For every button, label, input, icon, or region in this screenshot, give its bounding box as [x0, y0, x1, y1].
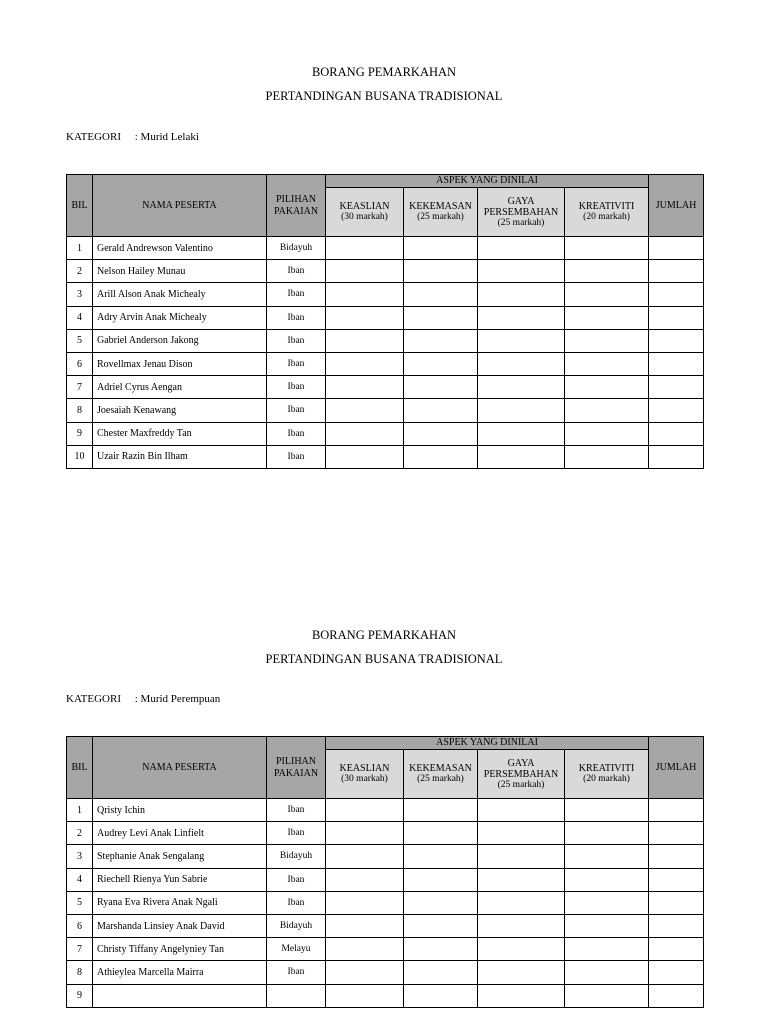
row-pilihan-pakaian: Bidayuh	[267, 845, 326, 868]
score-gaya-cell[interactable]	[478, 306, 565, 329]
row-pilihan-pakaian: Iban	[267, 306, 326, 329]
score-kekemasan-cell[interactable]	[404, 422, 478, 445]
row-pilihan-pakaian: Iban	[267, 283, 326, 306]
score-gaya-cell[interactable]	[478, 283, 565, 306]
score-kekemasan-cell[interactable]	[404, 306, 478, 329]
header-bil: BIL	[67, 175, 93, 237]
score-kekemasan-cell[interactable]	[404, 938, 478, 961]
row-bil: 4	[67, 868, 93, 891]
score-keaslian-cell[interactable]	[326, 306, 404, 329]
form-title: BORANG PEMARKAHAN	[311, 628, 457, 642]
score-kekemasan-cell[interactable]	[404, 914, 478, 937]
score-kreativiti-cell[interactable]	[565, 445, 649, 468]
score-kekemasan-cell[interactable]	[404, 376, 478, 399]
score-keaslian-cell[interactable]	[326, 822, 404, 845]
header-jumlah: JUMLAH	[649, 737, 704, 799]
row-bil: 8	[67, 961, 93, 984]
table-row	[67, 376, 704, 399]
score-gaya-cell[interactable]	[478, 868, 565, 891]
header-gaya: GAYA PERSEMBAHAN (25 markah)	[478, 750, 565, 799]
score-jumlah-cell[interactable]	[649, 376, 704, 399]
score-kreativiti-cell[interactable]	[565, 822, 649, 845]
score-kreativiti-cell[interactable]	[565, 799, 649, 822]
row-pilihan-pakaian: Iban	[267, 399, 326, 422]
row-bil: 1	[67, 799, 93, 822]
score-jumlah-cell[interactable]	[649, 306, 704, 329]
score-jumlah-cell[interactable]	[649, 445, 704, 468]
kategori-line	[66, 131, 199, 143]
score-jumlah-cell[interactable]	[649, 822, 704, 845]
table-row	[67, 914, 704, 937]
score-jumlah-cell[interactable]	[649, 845, 704, 868]
table-row	[67, 399, 704, 422]
score-kekemasan-cell[interactable]	[404, 445, 478, 468]
kategori-line	[66, 693, 220, 705]
row-pilihan-pakaian: Iban	[267, 329, 326, 352]
kekemasan-marks: (25 markah)	[417, 774, 464, 784]
score-keaslian-cell[interactable]	[326, 260, 404, 283]
score-table	[66, 736, 704, 1008]
kategori-label: KATEGORI	[66, 131, 121, 143]
row-pilihan-pakaian: Iban	[267, 260, 326, 283]
score-kreativiti-cell[interactable]	[565, 984, 649, 1007]
score-jumlah-cell[interactable]	[649, 329, 704, 352]
row-bil: 7	[67, 938, 93, 961]
score-keaslian-cell[interactable]	[326, 938, 404, 961]
table-row	[67, 306, 704, 329]
score-gaya-cell[interactable]	[478, 376, 565, 399]
kategori-label: KATEGORI	[66, 693, 121, 705]
header-kekemasan: KEKEMASAN (25 markah)	[404, 188, 478, 237]
row-nama-peserta: Gerald Andrewson Valentino	[93, 237, 267, 260]
row-bil: 6	[67, 352, 93, 375]
row-nama-peserta: Audrey Levi Anak Linfielt	[93, 822, 267, 845]
header-aspek: ASPEK YANG DINILAI	[326, 175, 649, 188]
table-row	[67, 445, 704, 468]
score-gaya-cell[interactable]	[478, 399, 565, 422]
score-kekemasan-cell[interactable]	[404, 352, 478, 375]
header-pakaian: PILIHAN PAKAIAN	[267, 737, 326, 799]
score-keaslian-cell[interactable]	[326, 914, 404, 937]
score-kekemasan-cell[interactable]	[404, 237, 478, 260]
gaya-marks: (25 markah)	[497, 779, 545, 790]
score-kreativiti-cell[interactable]	[565, 914, 649, 937]
form-subtitle: PERTANDINGAN BUSANA TRADISIONAL	[265, 652, 503, 666]
score-jumlah-cell[interactable]	[649, 914, 704, 937]
score-kreativiti-cell[interactable]	[565, 237, 649, 260]
row-bil: 5	[67, 329, 93, 352]
row-bil: 1	[67, 237, 93, 260]
row-bil: 2	[67, 822, 93, 845]
score-kreativiti-cell[interactable]	[565, 283, 649, 306]
score-keaslian-cell[interactable]	[326, 984, 404, 1007]
row-bil: 5	[67, 891, 93, 914]
row-nama-peserta: Athieylea Marcella Mairra	[93, 961, 267, 984]
score-jumlah-cell[interactable]	[649, 891, 704, 914]
table-row	[67, 329, 704, 352]
table-row	[67, 422, 704, 445]
table-row	[67, 938, 704, 961]
header-nama: NAMA PESERTA	[93, 175, 267, 237]
form-title: BORANG PEMARKAHAN	[311, 65, 457, 79]
score-gaya-cell[interactable]	[478, 329, 565, 352]
row-nama-peserta: Nelson Hailey Munau	[93, 260, 267, 283]
kreativiti-marks: (20 markah)	[583, 212, 630, 222]
score-keaslian-cell[interactable]	[326, 237, 404, 260]
score-kreativiti-cell[interactable]	[565, 961, 649, 984]
table-row	[67, 799, 704, 822]
score-gaya-cell[interactable]	[478, 845, 565, 868]
score-gaya-cell[interactable]	[478, 891, 565, 914]
row-nama-peserta: Stephanie Anak Sengalang	[93, 845, 267, 868]
row-pilihan-pakaian: Melayu	[267, 938, 326, 961]
score-kekemasan-cell[interactable]	[404, 399, 478, 422]
header-kekemasan: KEKEMASAN (25 markah)	[404, 750, 478, 799]
header-jumlah: JUMLAH	[649, 175, 704, 237]
row-pilihan-pakaian: Iban	[267, 868, 326, 891]
table-row	[67, 961, 704, 984]
row-pilihan-pakaian	[267, 984, 326, 1007]
table-row	[67, 984, 704, 1007]
score-kreativiti-cell[interactable]	[565, 868, 649, 891]
table-row	[67, 845, 704, 868]
row-pilihan-pakaian: Iban	[267, 961, 326, 984]
header-gaya: GAYA PERSEMBAHAN (25 markah)	[478, 188, 565, 237]
score-keaslian-cell[interactable]	[326, 445, 404, 468]
kekemasan-marks: (25 markah)	[417, 212, 464, 222]
score-gaya-cell[interactable]	[478, 352, 565, 375]
score-gaya-cell[interactable]	[478, 984, 565, 1007]
row-nama-peserta: Uzair Razin Bin Ilham	[93, 445, 267, 468]
score-jumlah-cell[interactable]	[649, 422, 704, 445]
score-kekemasan-cell[interactable]	[404, 891, 478, 914]
score-kekemasan-cell[interactable]	[404, 260, 478, 283]
row-pilihan-pakaian: Iban	[267, 376, 326, 399]
score-kekemasan-cell[interactable]	[404, 961, 478, 984]
row-nama-peserta: Ryana Eva Rivera Anak Ngali	[93, 891, 267, 914]
row-bil: 9	[67, 984, 93, 1007]
row-nama-peserta: Chester Maxfreddy Tan	[93, 422, 267, 445]
score-table	[66, 174, 704, 469]
header-pakaian: PILIHAN PAKAIAN	[267, 175, 326, 237]
table-row	[67, 352, 704, 375]
score-jumlah-cell[interactable]	[649, 260, 704, 283]
table-row	[67, 283, 704, 306]
score-jumlah-cell[interactable]	[649, 283, 704, 306]
score-keaslian-cell[interactable]	[326, 376, 404, 399]
score-keaslian-cell[interactable]	[326, 799, 404, 822]
row-nama-peserta: Christy Tiffany Angelyniey Tan	[93, 938, 267, 961]
score-gaya-cell[interactable]	[478, 822, 565, 845]
score-gaya-cell[interactable]	[478, 445, 565, 468]
score-kreativiti-cell[interactable]	[565, 891, 649, 914]
header-nama: NAMA PESERTA	[93, 737, 267, 799]
row-nama-peserta: Marshanda Linsiey Anak David	[93, 914, 267, 937]
score-kreativiti-cell[interactable]	[565, 938, 649, 961]
header-keaslian: KEASLIAN (30 markah)	[326, 188, 404, 237]
row-pilihan-pakaian: Iban	[267, 822, 326, 845]
row-bil: 6	[67, 914, 93, 937]
gaya-marks: (25 markah)	[497, 217, 545, 228]
score-keaslian-cell[interactable]	[326, 329, 404, 352]
row-nama-peserta: Joesaiah Kenawang	[93, 399, 267, 422]
keaslian-marks: (30 markah)	[341, 774, 388, 784]
row-bil: 9	[67, 422, 93, 445]
kategori-value: : Murid Lelaki	[134, 131, 199, 143]
header-kreativiti: KREATIVITI (20 markah)	[565, 188, 649, 237]
score-gaya-cell[interactable]	[478, 938, 565, 961]
score-kekemasan-cell[interactable]	[404, 329, 478, 352]
header-aspek: ASPEK YANG DINILAI	[326, 737, 649, 750]
score-gaya-cell[interactable]	[478, 260, 565, 283]
score-keaslian-cell[interactable]	[326, 422, 404, 445]
row-nama-peserta: Rovellmax Jenau Dison	[93, 352, 267, 375]
score-jumlah-cell[interactable]	[649, 352, 704, 375]
score-kreativiti-cell[interactable]	[565, 845, 649, 868]
row-nama-peserta: Gabriel Anderson Jakong	[93, 329, 267, 352]
row-pilihan-pakaian: Bidayuh	[267, 237, 326, 260]
row-bil: 8	[67, 399, 93, 422]
row-bil: 3	[67, 845, 93, 868]
row-nama-peserta: Qristy Ichin	[93, 799, 267, 822]
score-jumlah-cell[interactable]	[649, 799, 704, 822]
table-row	[67, 237, 704, 260]
table-row	[67, 891, 704, 914]
score-kekemasan-cell[interactable]	[404, 799, 478, 822]
score-keaslian-cell[interactable]	[326, 352, 404, 375]
row-nama-peserta: Adry Arvin Anak Michealy	[93, 306, 267, 329]
score-kreativiti-cell[interactable]	[565, 329, 649, 352]
score-keaslian-cell[interactable]	[326, 961, 404, 984]
score-keaslian-cell[interactable]	[326, 399, 404, 422]
score-keaslian-cell[interactable]	[326, 868, 404, 891]
header-keaslian: KEASLIAN (30 markah)	[326, 750, 404, 799]
row-bil: 3	[67, 283, 93, 306]
row-bil: 7	[67, 376, 93, 399]
kategori-value: : Murid Perempuan	[134, 693, 221, 705]
row-bil: 10	[67, 445, 93, 468]
score-jumlah-cell[interactable]	[649, 237, 704, 260]
score-kreativiti-cell[interactable]	[565, 306, 649, 329]
header-kreativiti: KREATIVITI (20 markah)	[565, 750, 649, 799]
score-keaslian-cell[interactable]	[326, 891, 404, 914]
table-row	[67, 868, 704, 891]
score-jumlah-cell[interactable]	[649, 399, 704, 422]
row-pilihan-pakaian: Iban	[267, 422, 326, 445]
score-gaya-cell[interactable]	[478, 914, 565, 937]
score-kreativiti-cell[interactable]	[565, 352, 649, 375]
row-bil: 2	[67, 260, 93, 283]
score-kreativiti-cell[interactable]	[565, 422, 649, 445]
score-kreativiti-cell[interactable]	[565, 260, 649, 283]
row-nama-peserta: Adriel Cyrus Aengan	[93, 376, 267, 399]
score-kekemasan-cell[interactable]	[404, 868, 478, 891]
row-pilihan-pakaian: Bidayuh	[267, 914, 326, 937]
row-bil: 4	[67, 306, 93, 329]
score-kekemasan-cell[interactable]	[404, 984, 478, 1007]
score-kekemasan-cell[interactable]	[404, 845, 478, 868]
kreativiti-marks: (20 markah)	[583, 774, 630, 784]
score-kekemasan-cell[interactable]	[404, 822, 478, 845]
score-jumlah-cell[interactable]	[649, 868, 704, 891]
table-row	[67, 260, 704, 283]
score-keaslian-cell[interactable]	[326, 283, 404, 306]
score-keaslian-cell[interactable]	[326, 845, 404, 868]
score-kreativiti-cell[interactable]	[565, 376, 649, 399]
score-gaya-cell[interactable]	[478, 799, 565, 822]
row-pilihan-pakaian: Iban	[267, 891, 326, 914]
row-pilihan-pakaian: Iban	[267, 799, 326, 822]
row-pilihan-pakaian: Iban	[267, 445, 326, 468]
form-subtitle: PERTANDINGAN BUSANA TRADISIONAL	[265, 89, 503, 103]
score-gaya-cell[interactable]	[478, 961, 565, 984]
row-nama-peserta: Riechell Rienya Yun Sabrie	[93, 868, 267, 891]
score-gaya-cell[interactable]	[478, 422, 565, 445]
row-nama-peserta	[93, 984, 267, 1007]
score-kreativiti-cell[interactable]	[565, 399, 649, 422]
keaslian-marks: (30 markah)	[341, 212, 388, 222]
row-nama-peserta: Arill Alson Anak Michealy	[93, 283, 267, 306]
score-jumlah-cell[interactable]	[649, 984, 704, 1007]
row-pilihan-pakaian: Iban	[267, 352, 326, 375]
score-kekemasan-cell[interactable]	[404, 283, 478, 306]
score-jumlah-cell[interactable]	[649, 938, 704, 961]
table-row	[67, 822, 704, 845]
header-bil: BIL	[67, 737, 93, 799]
score-gaya-cell[interactable]	[478, 237, 565, 260]
score-jumlah-cell[interactable]	[649, 961, 704, 984]
